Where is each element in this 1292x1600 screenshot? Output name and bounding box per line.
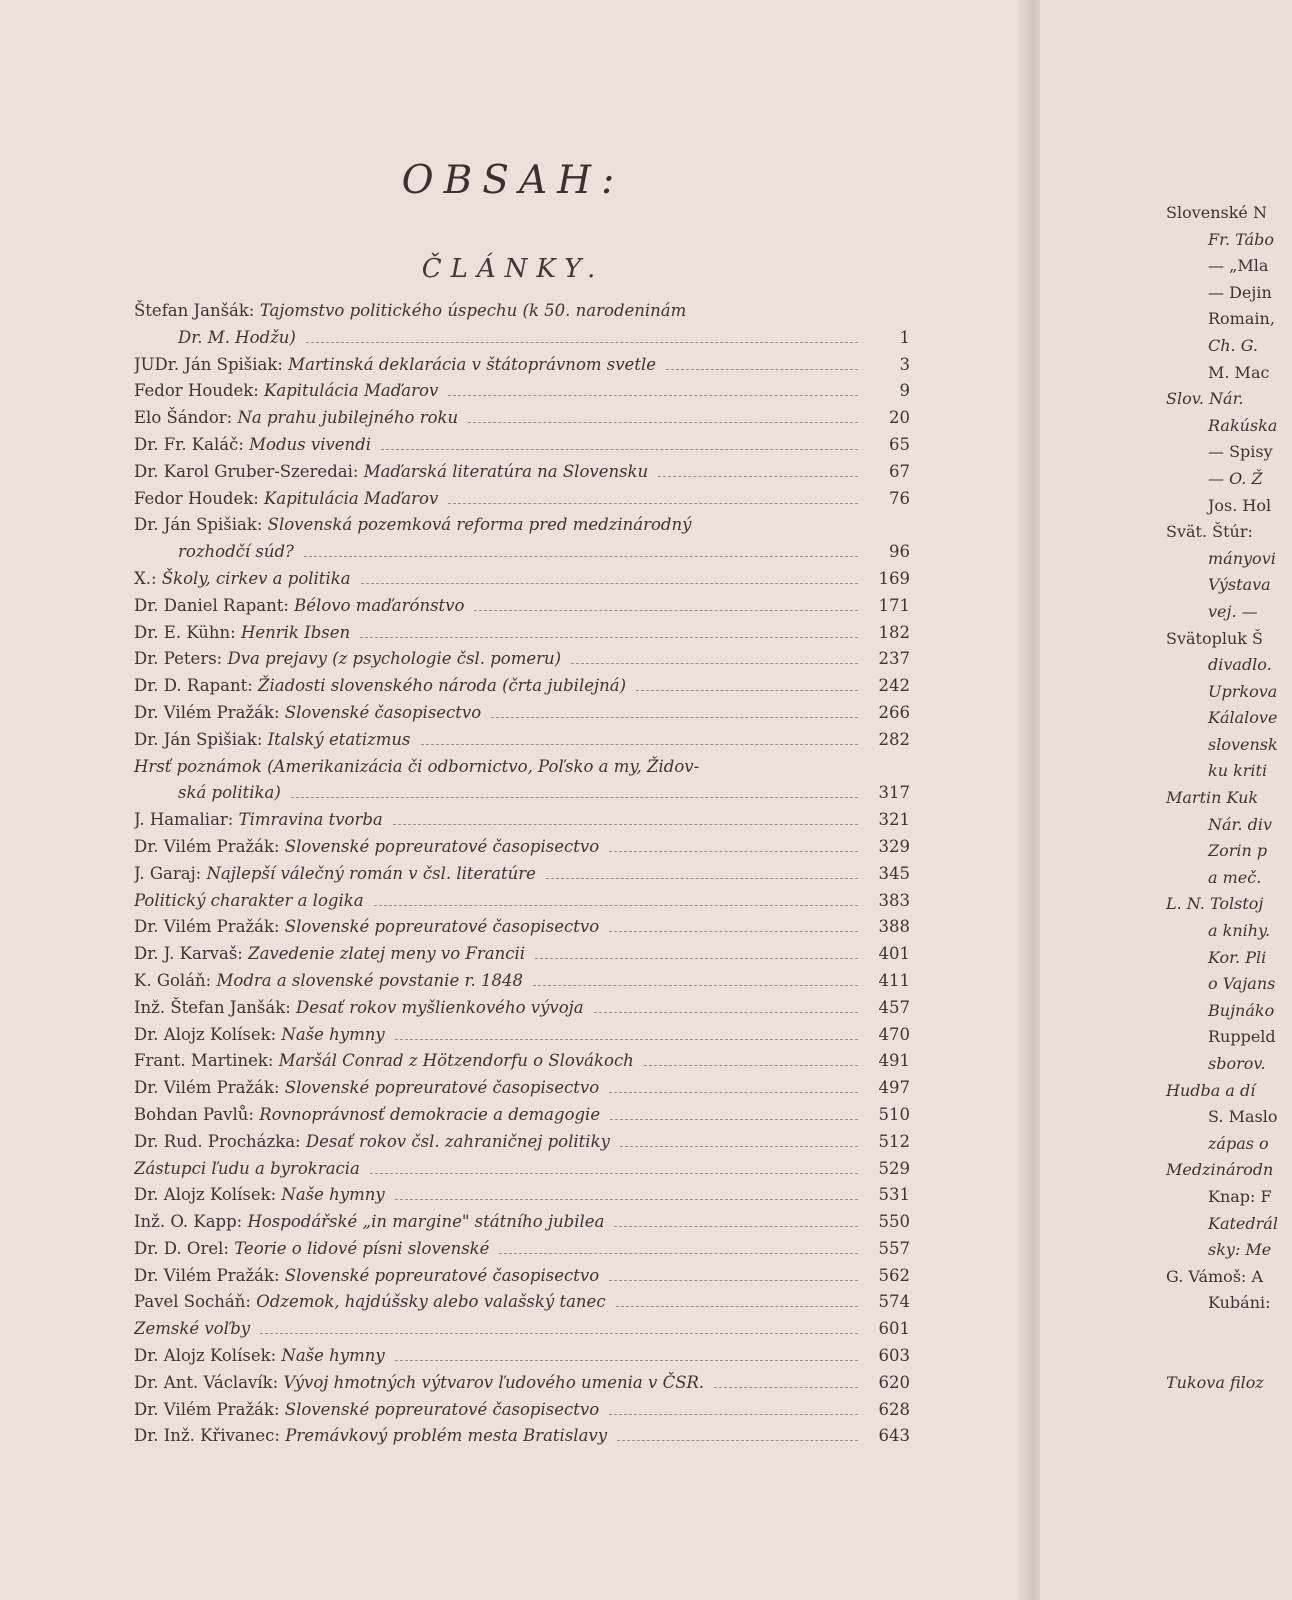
entry-title: Henrik Ibsen [240, 622, 351, 642]
right-page-line: Bujnáko [1208, 1000, 1275, 1020]
dot-leader [306, 342, 858, 343]
toc-entry [134, 1022, 910, 1049]
entry-page-number: 242 [878, 676, 910, 696]
entry-title-continued: Dr. M. Hodžu) [178, 327, 296, 347]
dot-leader [609, 1414, 858, 1415]
entry-title: Martinská deklarácia v štátoprávnom svetle [288, 354, 656, 374]
entry-page-number: 237 [878, 649, 910, 669]
entry-page-number: 491 [878, 1051, 910, 1071]
right-page-line: vej. — [1208, 601, 1258, 621]
dot-leader [381, 449, 858, 450]
entry-page-number: 171 [878, 595, 910, 615]
entry-title: Na prahu jubilejného roku [237, 408, 459, 428]
dot-leader [714, 1387, 858, 1388]
entry-title: Politický charakter a logika [134, 890, 364, 910]
entry-title: Naše hymny [281, 1346, 385, 1366]
dot-leader [304, 556, 858, 557]
entry-title: Slovenská pozemková reforma pred medzinárodný [267, 515, 692, 535]
entry-author: J. Garaj: [134, 863, 202, 883]
entry-title: Timravina tvorba [238, 810, 383, 830]
right-page-line: Slovenské N [1166, 203, 1267, 222]
dot-leader [474, 610, 858, 611]
dot-leader [533, 985, 858, 986]
entry-page-number: 557 [878, 1238, 910, 1258]
toc-entry [134, 673, 910, 700]
toc-entry [134, 1236, 910, 1263]
right-page-line: Jos. Hol [1208, 495, 1272, 515]
toc-entry [134, 1343, 910, 1370]
entry-page-number: 321 [878, 810, 910, 830]
right-page-line: Knap: F [1208, 1186, 1272, 1206]
entry-author: JUDr. Ján Spišiak: [134, 354, 283, 374]
right-page-line: Fr. Tábo [1208, 229, 1275, 249]
entry-author: Dr. Rud. Procházka: [134, 1131, 301, 1151]
dot-leader [644, 1065, 858, 1066]
entry-author: Dr. Alojz Kolísek: [134, 1024, 277, 1044]
dot-leader [291, 797, 858, 798]
right-page-line: Katedrál [1208, 1213, 1278, 1233]
toc-entry [134, 1129, 910, 1156]
entry-title: Rovnoprávnosť demokracie a demagogie [259, 1104, 601, 1124]
entry-author: Dr. Vilém Pražák: [134, 1078, 280, 1098]
entry-page-number: 266 [878, 702, 910, 722]
dot-leader [614, 1226, 858, 1227]
dot-leader [666, 369, 858, 370]
entry-title: Slovenské popreuratové časopisectvo [284, 1265, 600, 1285]
right-page-line: — O. Ž [1208, 468, 1263, 488]
toc-entry [134, 1156, 910, 1183]
toc-entry [134, 1263, 910, 1290]
entry-title: Maďarská literatúra na Slovensku [363, 461, 649, 481]
entry-title: Modra a slovenské povstanie r. 1848 [216, 970, 524, 990]
entry-title: Školy, cirkev a politika [161, 568, 351, 588]
dot-leader [571, 663, 858, 664]
right-page-line: Medzinárodn [1166, 1160, 1274, 1180]
right-page-line: a knihy. [1208, 921, 1271, 941]
right-page-line: sky: Me [1208, 1240, 1272, 1260]
toc-entry [134, 807, 910, 834]
dot-leader [260, 1333, 858, 1334]
entry-title: Zemské voľby [134, 1319, 251, 1339]
right-page-line: Uprkova [1208, 681, 1278, 701]
entry-author: Dr. Vilém Pražák: [134, 702, 280, 722]
entry-author: Dr. Alojz Kolísek: [134, 1346, 277, 1366]
dot-leader [535, 958, 858, 959]
dot-leader [370, 1173, 858, 1174]
dot-leader [395, 1039, 858, 1040]
right-page-line: Kálalove [1208, 708, 1278, 728]
right-page-line: — Spisy [1208, 442, 1273, 462]
right-page-line: slovensk [1208, 734, 1278, 754]
entry-page-number: 169 [878, 568, 910, 588]
entry-title: Italský etatizmus [267, 729, 411, 749]
entry-author: Dr. D. Orel: [134, 1238, 229, 1258]
dot-leader [609, 851, 858, 852]
entry-author: Inž. O. Kapp: [134, 1212, 243, 1232]
entry-page-number: 182 [878, 622, 910, 642]
entry-author: Dr. Vilém Pražák: [134, 836, 280, 856]
entry-page-number: 411 [878, 970, 910, 990]
right-page-line [1166, 1344, 1278, 1371]
entry-page-number: 620 [878, 1372, 910, 1392]
right-page-line: — „Mla [1208, 256, 1269, 276]
entry-page-number: 67 [889, 461, 910, 481]
entry-title: Naše hymny [281, 1185, 385, 1205]
entry-title: Bélovo maďarónstvo [294, 595, 465, 615]
toc-entry [134, 486, 910, 513]
toc-entry [134, 1075, 910, 1102]
entry-title: Zástupci ľudu a byrokracia [134, 1158, 360, 1178]
right-page-line: Rakúska [1208, 415, 1278, 435]
dot-leader [609, 1280, 858, 1281]
right-page-line: Zorin p [1208, 841, 1268, 861]
entry-title: Slovenské popreuratové časopisectvo [284, 1078, 600, 1098]
entry-author: Pavel Socháň: [134, 1292, 251, 1312]
right-page-line: Nár. div [1208, 814, 1272, 834]
toc-entry [134, 888, 910, 915]
entry-page-number: 1 [899, 327, 910, 347]
entry-page-number: 76 [889, 488, 910, 508]
right-page-line: Kubáni: [1208, 1293, 1271, 1313]
toc-entry [134, 620, 910, 647]
entry-page-number: 574 [878, 1292, 910, 1312]
toc-entry [134, 593, 910, 620]
toc-entry [134, 298, 910, 352]
entry-page-number: 497 [878, 1078, 910, 1098]
entry-title: Zavedenie zlatej meny vo Francii [248, 944, 525, 964]
entry-title: Hrsť poznámok (Amerikanizácia či odbornictvo, Poľsko a my, Židov- [134, 756, 700, 776]
entry-title: Kapitulácia Maďarov [264, 488, 439, 508]
entry-author: J. Hamaliar: [134, 810, 234, 830]
right-page-line: mányovi [1208, 548, 1276, 568]
entry-page-number: 3 [899, 354, 910, 374]
right-page-line: Svät. Štúr: [1166, 522, 1253, 542]
entry-author: Dr. Inž. Křivanec: [134, 1426, 280, 1446]
toc-entry [134, 566, 910, 593]
dot-leader [491, 717, 858, 718]
entry-title: Slovenské popreuratové časopisectvo [284, 1399, 600, 1419]
entry-author: Elo Šándor: [134, 408, 233, 428]
toc-entry [134, 1370, 910, 1397]
entry-author: Dr. Daniel Rapant: [134, 595, 289, 615]
dot-leader [448, 503, 858, 504]
entry-title: Tajomstvo politického úspechu (k 50. narodeninám [259, 301, 687, 320]
entry-page-number: 643 [878, 1426, 910, 1446]
dot-leader [609, 931, 858, 932]
right-page-line: Hudba a dí [1166, 1080, 1256, 1100]
entry-page-number: 9 [899, 381, 910, 401]
entry-page-number: 562 [878, 1265, 910, 1285]
right-page-line: Svätopluk Š [1166, 628, 1264, 648]
page-title: OBSAH: [401, 158, 625, 203]
entry-title: Slovenské popreuratové časopisectvo [284, 836, 600, 856]
dot-leader [374, 905, 858, 906]
entry-page-number: 550 [878, 1212, 910, 1232]
toc-entry [134, 727, 910, 754]
dot-leader [393, 824, 858, 825]
dot-leader [421, 744, 858, 745]
dot-leader [448, 395, 858, 396]
dot-leader [609, 1092, 858, 1093]
dot-leader [610, 1119, 858, 1120]
entry-author: Dr. J. Karvaš: [134, 944, 243, 964]
entry-author: Dr. Ant. Václavík: [134, 1372, 279, 1392]
toc-entry [134, 405, 910, 432]
right-page-line: Slov. Nár. [1166, 389, 1244, 409]
right-page-line: o Vajans [1208, 974, 1276, 994]
entry-title-continued: rozhodčí súd? [178, 542, 294, 562]
entry-author: Fedor Houdek: [134, 381, 259, 401]
entry-page-number: 20 [889, 408, 910, 428]
dot-leader [616, 1306, 858, 1307]
entry-title-continued: ská politika) [178, 783, 281, 803]
entry-page-number: 601 [878, 1319, 910, 1339]
entry-page-number: 96 [889, 542, 910, 562]
entry-author: Dr. D. Rapant: [134, 676, 253, 696]
toc-entry [134, 968, 910, 995]
entry-title: Dva prejavy (z psychologie čsl. pomeru) [227, 649, 562, 669]
dot-leader [360, 637, 858, 638]
right-page-line: G. Vámoš: A [1166, 1266, 1264, 1286]
entry-page-number: 329 [878, 836, 910, 856]
right-page-line: — Dejin [1208, 282, 1272, 302]
entry-author: X.: [134, 568, 157, 588]
entry-title: Desať rokov čsl. zahraničnej politiky [305, 1131, 610, 1151]
entry-author: Dr. Ján Spišiak: [134, 729, 263, 749]
right-page-line: ku kriti [1208, 761, 1268, 781]
entry-page-number: 317 [878, 783, 910, 803]
entry-author: K. Goláň: [134, 970, 212, 990]
toc-entry [134, 914, 910, 941]
entry-page-number: 531 [878, 1185, 910, 1205]
right-page-line: zápas o [1208, 1133, 1269, 1153]
toc-entry [134, 700, 910, 727]
toc-entry [134, 1102, 910, 1129]
entry-author: Dr. E. Kühn: [134, 622, 236, 642]
entry-author: Frant. Martinek: [134, 1051, 274, 1071]
entry-author: Dr. Alojz Kolísek: [134, 1185, 277, 1205]
toc-entry [134, 352, 910, 379]
toc-entry [134, 1423, 910, 1450]
right-page-line: Ruppeld [1208, 1027, 1276, 1047]
entry-title: Slovenské popreuratové časopisectvo [284, 917, 600, 937]
section-heading: ČLÁNKY. [421, 254, 605, 284]
right-page-line: Tukova filoz [1166, 1373, 1264, 1393]
right-page-line: sborov. [1208, 1054, 1266, 1073]
entry-title: Odzemok, hajdúšsky alebo valašský tanec [256, 1292, 606, 1312]
toc-entry [134, 1397, 910, 1424]
entry-page-number: 345 [878, 863, 910, 883]
toc-entry [134, 754, 910, 808]
dot-leader [636, 690, 858, 691]
entry-author: Dr. Fr. Kaláč: [134, 434, 244, 454]
entry-page-number: 282 [878, 729, 910, 749]
entry-author: Inž. Štefan Janšák: [134, 997, 291, 1017]
toc-entry [134, 1289, 910, 1316]
entry-page-number: 65 [889, 434, 910, 454]
entry-page-number: 603 [878, 1346, 910, 1366]
dot-leader [546, 878, 858, 879]
entry-author: Dr. Vilém Pražák: [134, 917, 280, 937]
toc-entry [134, 1048, 910, 1075]
dot-leader [395, 1360, 858, 1361]
entry-title: Modus vivendi [249, 434, 372, 454]
right-page-line: Romain, [1208, 309, 1275, 329]
right-page-line: M. Mac [1208, 362, 1270, 382]
entry-author: Dr. Karol Gruber-Szeredai: [134, 461, 359, 481]
entry-page-number: 529 [878, 1158, 910, 1178]
right-page-line: Ch. G. [1208, 335, 1259, 355]
entry-author: Dr. Ján Spišiak: [134, 515, 263, 535]
toc-entry [134, 941, 910, 968]
right-page-entries [1166, 200, 1278, 1397]
dot-leader [468, 422, 858, 423]
toc-entry [134, 1182, 910, 1209]
table-of-contents [134, 298, 910, 1450]
right-page-line: a meč. [1208, 867, 1262, 887]
entry-page-number: 457 [878, 997, 910, 1017]
entry-author: Štefan Janšák: [134, 301, 255, 320]
entry-title: Teorie o lidové písni slovenské [234, 1238, 490, 1258]
entry-page-number: 470 [878, 1024, 910, 1044]
right-page-line: S. Maslo [1208, 1107, 1278, 1127]
entry-title: Vývoj hmotných výtvarov ľudového umenia v ČSR. [283, 1372, 705, 1392]
entry-page-number: 510 [878, 1104, 910, 1124]
dot-leader [658, 476, 858, 477]
dot-leader [620, 1146, 858, 1147]
toc-entry [134, 512, 910, 566]
right-page-line: divadlo. [1208, 655, 1272, 675]
entry-title: Premávkový problém mesta Bratislavy [285, 1426, 608, 1446]
entry-page-number: 388 [878, 917, 910, 937]
dot-leader [617, 1440, 858, 1441]
entry-page-number: 628 [878, 1399, 910, 1419]
entry-title: Naše hymny [281, 1024, 385, 1044]
entry-page-number: 401 [878, 944, 910, 964]
entry-title: Hospodářské „in margine" státního jubilea [247, 1212, 605, 1232]
right-page-line: L. N. Tolstoj [1166, 894, 1264, 914]
toc-entry [134, 646, 910, 673]
entry-author: Dr. Vilém Pražák: [134, 1265, 280, 1285]
dot-leader [395, 1199, 858, 1200]
entry-author: Dr. Peters: [134, 649, 223, 669]
toc-entry [134, 1316, 910, 1343]
right-page-line: Výstava [1208, 575, 1271, 595]
toc-entry [134, 432, 910, 459]
entry-title: Kapitulácia Maďarov [264, 381, 439, 401]
toc-entry [134, 834, 910, 861]
toc-entry [134, 1209, 910, 1236]
entry-page-number: 512 [878, 1131, 910, 1151]
entry-page-number: 383 [878, 890, 910, 910]
right-page-line [1166, 1317, 1278, 1344]
toc-entry [134, 995, 910, 1022]
right-page-line: Kor. Pli [1208, 947, 1267, 967]
entry-title: Žiadosti slovenského národa (črta jubilejná) [258, 676, 627, 696]
entry-author: Dr. Vilém Pražák: [134, 1399, 280, 1419]
dot-leader [594, 1012, 858, 1013]
entry-title: Maršál Conrad z Hötzendorfu o Slovákoch [278, 1051, 634, 1071]
entry-title: Najlepší válečný román v čsl. literatúre [206, 863, 536, 883]
entry-author: Fedor Houdek: [134, 488, 259, 508]
toc-entry [134, 459, 910, 486]
right-page-line: Martin Kuk [1166, 788, 1259, 808]
dot-leader [361, 583, 858, 584]
toc-entry [134, 861, 910, 888]
toc-entry [134, 378, 910, 405]
entry-author: Bohdan Pavlů: [134, 1104, 254, 1124]
dot-leader [499, 1253, 858, 1254]
entry-title: Desať rokov myšlienkového vývoja [296, 997, 584, 1017]
entry-title: Slovenské časopisectvo [284, 702, 482, 722]
